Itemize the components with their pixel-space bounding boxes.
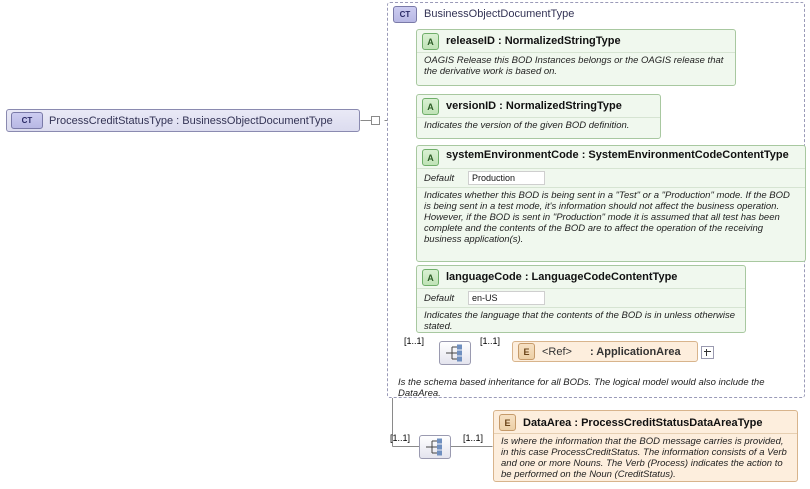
bod-header[interactable] xyxy=(388,3,806,25)
element-documentation: Is where the information that the BOD message carries is provided, in this case ProcessCreditStatus. The information consists of a Verb and one or more Nouns. The Verb (Process) indicates the action to be performed on the Noun (CreditStatus). xyxy=(501,436,787,480)
attribute-documentation: OAGIS Release this BOD Instances belongs or the OAGIS release that the derivative work is based on. xyxy=(424,55,724,77)
attribute-documentation: Indicates whether this BOD is being sent in a "Test" or a "Production" mode. If the BOD is being sent in a test mode, it's information should not affect the business operation. However, if the BOD is sent in "Production" mode it is assumed that all test has been complete and the contents of the BOD are to affect the operation of the receiving business application(s). xyxy=(424,190,790,245)
attribute-header xyxy=(417,30,735,52)
cardinality-label-left: [1..1] xyxy=(404,336,425,346)
default-label: Default xyxy=(424,172,455,184)
sequence-compositor-icon[interactable] xyxy=(439,341,471,365)
element-name-label: DataArea : ProcessCreditStatusDataAreaType xyxy=(523,416,763,429)
element-header xyxy=(494,411,797,433)
business-object-document-type-group xyxy=(387,2,805,398)
attribute-badge-icon: A xyxy=(422,98,439,115)
element-badge-icon: E xyxy=(518,343,535,360)
attribute-card-versionid[interactable] xyxy=(416,94,661,139)
element-card-dataarea[interactable] xyxy=(493,410,798,482)
element-ref-label: <Ref> xyxy=(542,345,572,358)
root-type-label: ProcessCreditStatusType : BusinessObjectDocumentType xyxy=(49,114,333,127)
cardinality-label-right: [1..1] xyxy=(480,336,501,346)
cardinality-label-right: [1..1] xyxy=(463,433,484,443)
default-value: Production xyxy=(468,171,545,185)
element-ref-type-label: : ApplicationArea xyxy=(589,345,681,358)
attribute-header xyxy=(417,146,805,168)
attribute-default-row xyxy=(417,289,745,307)
attribute-badge-icon: A xyxy=(422,269,439,286)
complex-type-badge-icon: CT xyxy=(393,6,417,23)
complex-type-badge-icon: CT xyxy=(11,112,43,129)
bod-note: Is the schema based inheritance for all BODs. The logical model would also include the DataArea. xyxy=(398,377,765,399)
attribute-documentation: Indicates the version of the given BOD definition. xyxy=(424,120,630,131)
attribute-card-releaseid[interactable] xyxy=(416,29,736,86)
attribute-default-row xyxy=(417,169,805,187)
attribute-name-label: systemEnvironmentCode : SystemEnvironmentCodeContentType xyxy=(446,149,789,161)
sequence-compositor-icon[interactable] xyxy=(419,435,451,459)
attribute-card-languagecode[interactable] xyxy=(416,265,746,333)
default-label: Default xyxy=(424,292,455,304)
attribute-badge-icon: A xyxy=(422,149,439,166)
root-complex-type-box[interactable] xyxy=(6,109,360,132)
attribute-card-systemenvironmentcode[interactable] xyxy=(416,145,806,262)
default-value: en-US xyxy=(468,291,545,305)
expand-plus-icon[interactable] xyxy=(701,346,714,359)
attribute-documentation: Indicates the language that the contents of the BOD is in unless otherwise stated. xyxy=(424,310,736,332)
element-badge-icon: E xyxy=(499,414,516,431)
attribute-header xyxy=(417,266,745,288)
attribute-header xyxy=(417,95,660,117)
attribute-badge-icon: A xyxy=(422,33,439,50)
attribute-name-label: languageCode : LanguageCodeContentType xyxy=(446,271,678,283)
bod-title-label: BusinessObjectDocumentType xyxy=(424,8,575,20)
attribute-name-label: versionID : NormalizedStringType xyxy=(446,100,622,112)
cardinality-label-left: [1..1] xyxy=(390,433,411,443)
element-ref-applicationarea[interactable] xyxy=(512,341,698,362)
attribute-name-label: releaseID : NormalizedStringType xyxy=(446,35,621,47)
